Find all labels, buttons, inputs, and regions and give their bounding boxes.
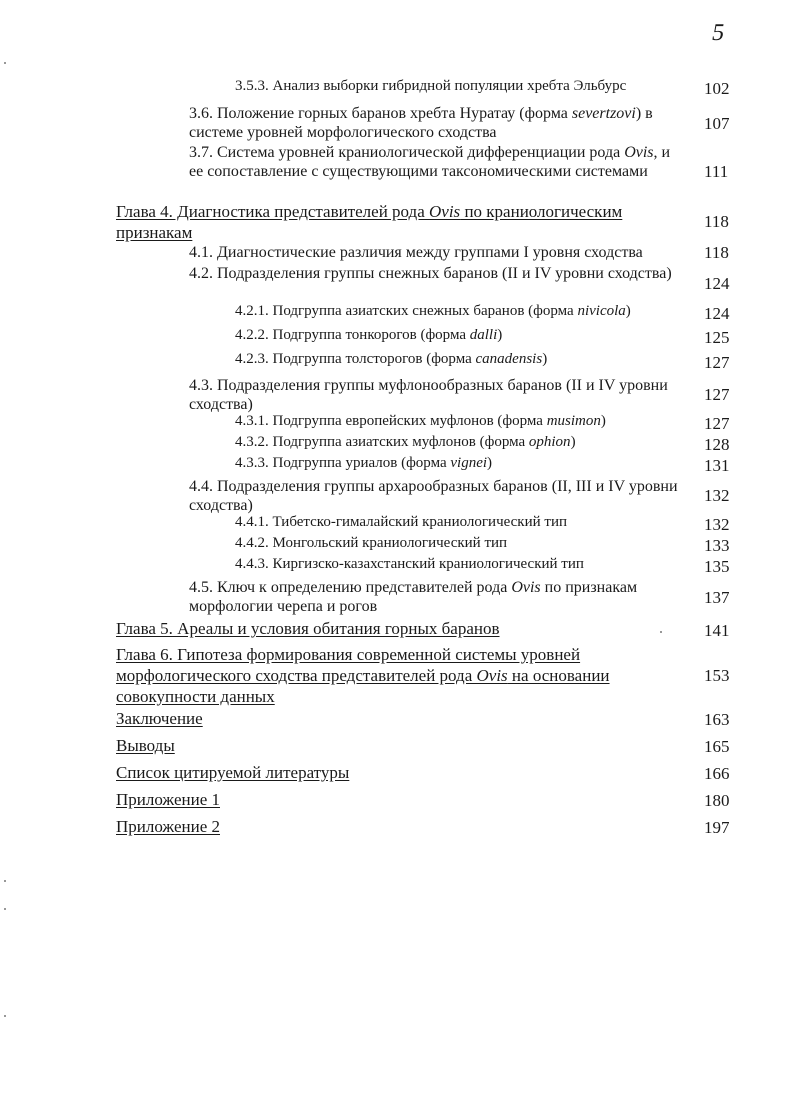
- toc-conclusion[interactable]: [116, 708, 683, 729]
- toc-entry-title[interactable]: Глава 5. Ареалы и условия обитания горных баранов: [116, 619, 500, 638]
- toc-entry-title[interactable]: Заключение: [116, 709, 203, 728]
- toc-entry-title: 4.4. Подразделения группы архарообразных баранов (II, III и IV уровни сходства): [189, 478, 678, 514]
- taxon-name: nivicola: [577, 303, 626, 319]
- toc-entry-page: 127: [704, 385, 730, 404]
- scan-speck: [4, 908, 6, 910]
- toc-entry-title: [235, 302, 683, 321]
- toc-entry-4-4-2: [235, 534, 683, 553]
- toc-entry-page: 153: [704, 666, 730, 685]
- toc-entry-4-2: [189, 264, 683, 283]
- toc-entry-page: 128: [704, 435, 730, 454]
- toc-entry-title: [189, 578, 683, 616]
- toc-entry-page: 127: [704, 414, 730, 433]
- taxon-name: severtzovi: [571, 105, 636, 122]
- toc-entry-4-1: [189, 243, 683, 262]
- toc-entry-title: [235, 412, 683, 431]
- toc-entry-title: [235, 350, 683, 369]
- toc-entry-page: 180: [704, 791, 730, 810]
- taxon-name: Ovis: [511, 579, 541, 596]
- taxon-name: vignei: [450, 455, 488, 471]
- toc-entry-page: 111: [704, 162, 729, 181]
- toc-entry-page: 137: [704, 588, 730, 607]
- toc-entry-4-2-3: [235, 350, 683, 369]
- title-text: ): [487, 455, 493, 471]
- toc-entry-4-3-2: [235, 433, 683, 452]
- toc-appendix-1[interactable]: [116, 789, 683, 810]
- toc-entry-4-4-3: [235, 555, 683, 574]
- taxon-name: Ovis: [476, 666, 508, 685]
- scan-speck: [4, 62, 6, 64]
- toc-entry-title[interactable]: Приложение 2: [116, 817, 220, 836]
- toc-entry-page: 166: [704, 764, 730, 783]
- title-text: ): [497, 327, 503, 343]
- toc-references[interactable]: [116, 762, 683, 783]
- toc-entry-title: [235, 326, 683, 345]
- toc-entry-3-6: [189, 104, 683, 142]
- toc-entry-page: 163: [704, 710, 730, 729]
- title-text: ): [542, 351, 548, 367]
- taxon-name: dalli: [469, 327, 498, 343]
- toc-entry-title: [235, 433, 683, 452]
- toc-entry-4-2-1: [235, 302, 683, 321]
- toc-entry-title[interactable]: Приложение 1: [116, 790, 220, 809]
- toc-entry-4-3-1: [235, 412, 683, 431]
- toc-entry-title: 4.3. Подразделения группы муфлонообразных баранов (II и IV уровни сходства): [189, 377, 668, 413]
- title-text: 4.2.2. Подгруппа тонкорогов (форма: [235, 327, 470, 343]
- toc-entry-title: [189, 104, 683, 142]
- toc-chapter-6[interactable]: [116, 644, 683, 707]
- toc-findings[interactable]: [116, 735, 683, 756]
- title-text: по краниологическим признакам: [116, 202, 623, 242]
- taxon-name: Ovis: [429, 202, 461, 221]
- title-text: ): [570, 434, 576, 450]
- taxon-name: ophion: [528, 434, 571, 450]
- toc-entry-title: 4.4.1. Тибетско-гималайский краниологический тип: [235, 514, 568, 530]
- toc-entry-title: 4.4.3. Киргизско-казахстанский краниологический тип: [235, 556, 584, 572]
- toc-entry-page: 165: [704, 737, 730, 756]
- toc-entry-title[interactable]: [116, 644, 683, 707]
- toc-entry-page: 125: [704, 328, 730, 347]
- title-text: 4.2.3. Подгруппа толсторогов (форма: [235, 351, 476, 367]
- toc-entry-page: 107: [704, 114, 730, 133]
- title-text: , и ее сопоставление с существующими таксономическими системами: [189, 144, 671, 180]
- toc-entry-page: 132: [704, 486, 730, 505]
- scan-speck: [4, 880, 6, 882]
- toc-entry-page: 127: [704, 353, 730, 372]
- toc-entry-title: [189, 143, 683, 181]
- toc-entry-3-7: [189, 143, 683, 181]
- toc-entry-title: 4.2. Подразделения группы снежных баранов (II и IV уровни сходства): [189, 265, 672, 282]
- toc-entry-page: 133: [704, 536, 730, 555]
- toc-entry-4-3-3: [235, 454, 683, 473]
- toc-entry-page: 124: [704, 274, 730, 293]
- title-text: Глава 4. Диагностика представителей рода: [116, 202, 430, 221]
- toc-entry-page: 118: [704, 212, 729, 231]
- toc-entry-4-4: [189, 477, 683, 515]
- toc-entry-page: 132: [704, 515, 730, 534]
- toc-chapter-4[interactable]: [116, 201, 683, 243]
- page-number: 5: [709, 20, 727, 46]
- title-text: ): [625, 303, 631, 319]
- toc-entry-page: 135: [704, 557, 730, 576]
- title-text: Глава 6. Гипотеза формирования современной системы уровней морфологического сходства представителей рода: [116, 645, 581, 685]
- title-text: 4.3.1. Подгруппа европейских муфлонов (форма: [235, 413, 547, 429]
- toc-entry-page: 141: [704, 621, 730, 640]
- toc-entry-page: 124: [704, 304, 730, 323]
- toc-entry-title: [235, 454, 683, 473]
- title-text: 4.2.1. Подгруппа азиатских снежных баранов (форма: [235, 303, 578, 319]
- toc-entry-page: 102: [704, 79, 730, 98]
- toc-entry-page: 131: [704, 456, 730, 475]
- title-text: 4.3.2. Подгруппа азиатских муфлонов (форма: [235, 434, 529, 450]
- title-text: ): [600, 413, 606, 429]
- title-text: ) в системе уровней морфологического сходства: [189, 105, 653, 141]
- toc-entry-4-4-1: [235, 513, 683, 532]
- toc-entry-4-3: [189, 376, 683, 414]
- toc-entry-title[interactable]: Список цитируемой литературы: [116, 763, 350, 782]
- title-text: по признакам морфологии черепа и рогов: [189, 579, 638, 615]
- title-text: 3.6. Положение горных баранов хребта Нуратау (форма: [189, 105, 572, 122]
- toc-entry-title: 4.4.2. Монгольский краниологический тип: [235, 535, 508, 551]
- scan-speck: [660, 631, 662, 633]
- toc-entry-title: 4.1. Диагностические различия между группами I уровня сходства: [189, 244, 643, 261]
- toc-entry-title: 3.5.3. Анализ выборки гибридной популяции хребта Эльбурс: [235, 78, 627, 94]
- taxon-name: canadensis: [475, 351, 543, 367]
- title-text: на основании совокупности данных: [116, 666, 610, 706]
- toc-appendix-2[interactable]: [116, 816, 683, 837]
- toc-entry-page: 118: [704, 243, 729, 262]
- toc-entry-title[interactable]: Выводы: [116, 736, 175, 755]
- title-text: 4.3.3. Подгруппа уриалов (форма: [235, 455, 451, 471]
- taxon-name: musimon: [546, 413, 601, 429]
- toc-entry-4-2-2: [235, 326, 683, 345]
- title-text: 3.7. Система уровней краниологической дифференциации рода: [189, 144, 625, 161]
- scan-speck: [4, 1015, 6, 1017]
- toc-chapter-5[interactable]: [116, 618, 683, 639]
- title-text: 4.5. Ключ к определению представителей рода: [189, 579, 512, 596]
- taxon-name: Ovis: [624, 144, 654, 161]
- toc-entry-4-5: [189, 578, 683, 616]
- toc-entry-page: 197: [704, 818, 730, 837]
- toc-entry-title[interactable]: [116, 201, 683, 243]
- toc-entry-3-5-3: [235, 77, 683, 96]
